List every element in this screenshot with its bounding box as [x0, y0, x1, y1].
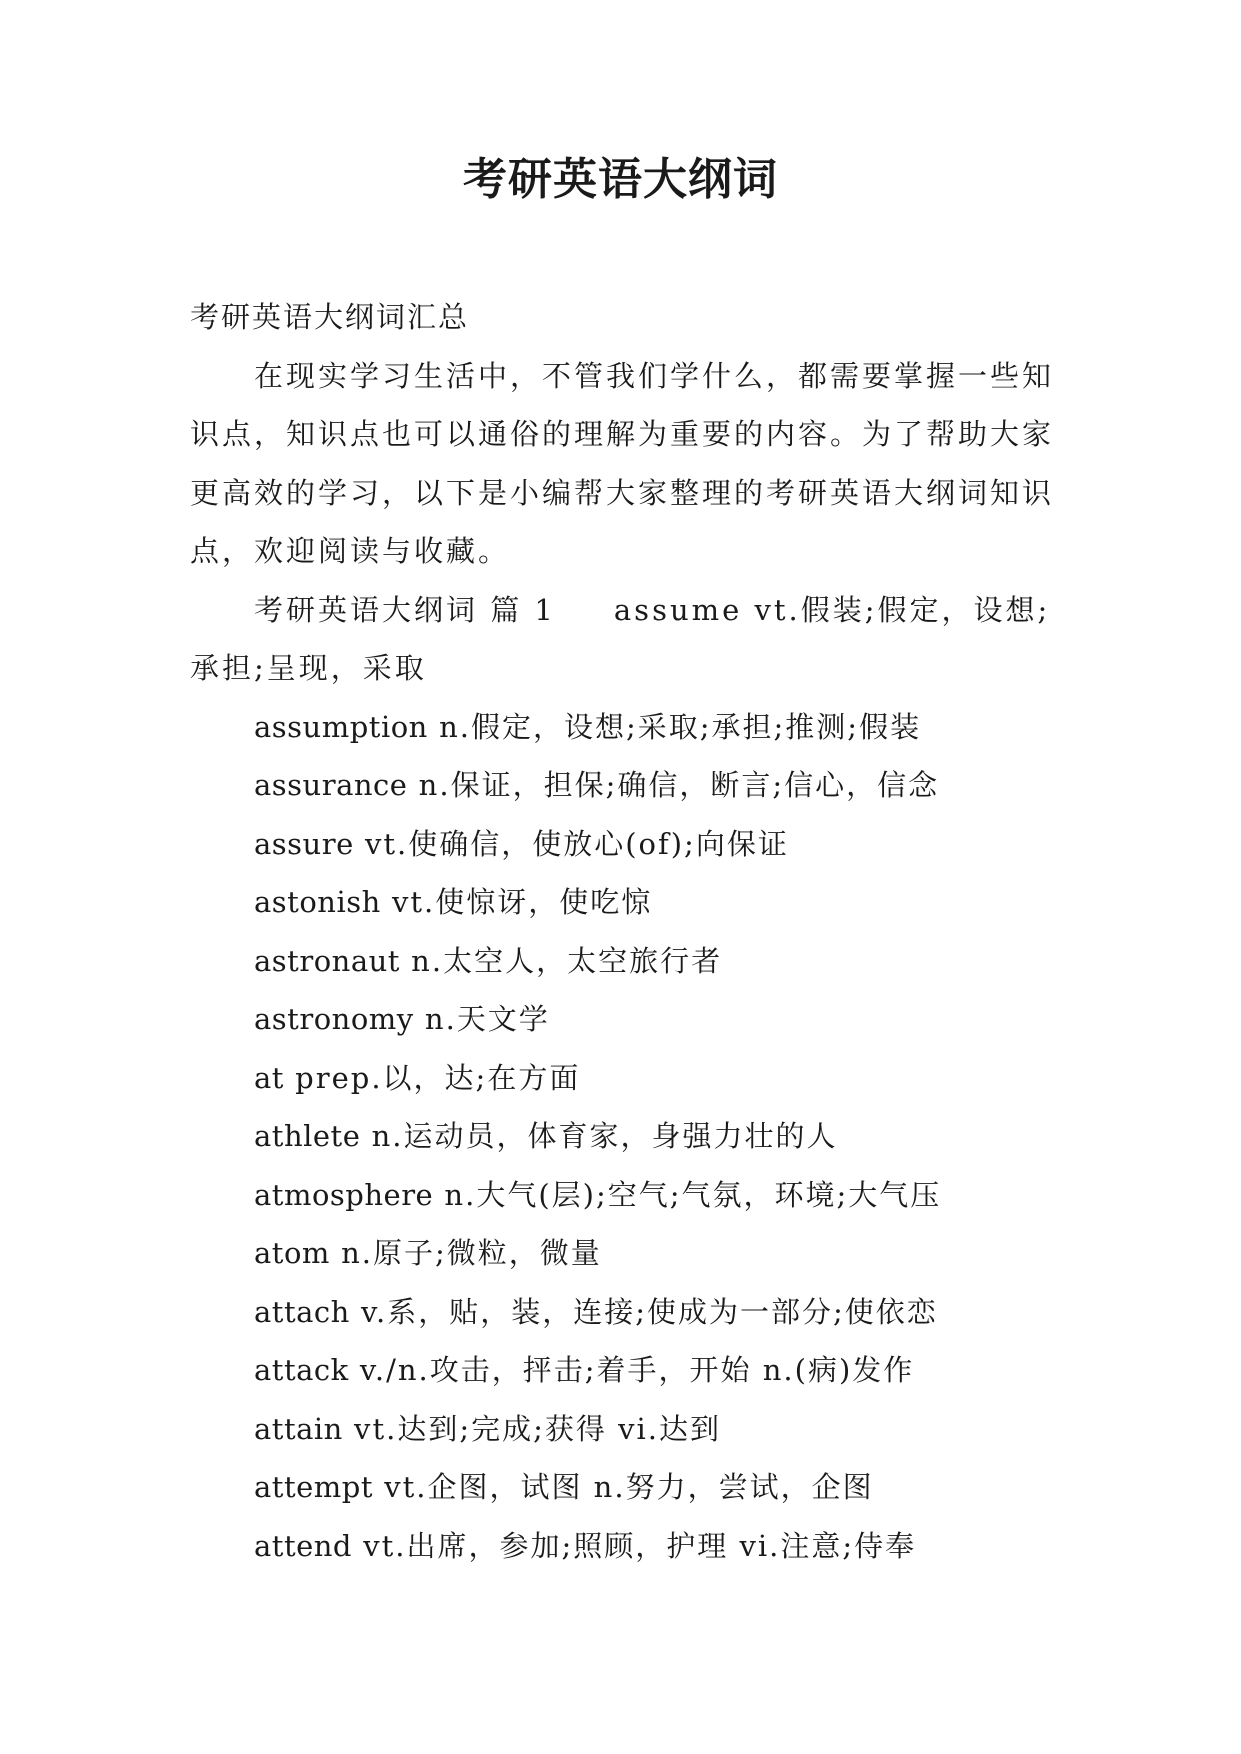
vocab-word: assumption	[254, 709, 428, 744]
vocab-entry	[190, 756, 1070, 815]
vocab-definition: n.原子;微粒，微量	[329, 1236, 602, 1270]
vocab-entry	[190, 815, 1070, 874]
vocab-entry	[190, 932, 1070, 991]
document-body	[190, 288, 1070, 1575]
section-heading-paragraph	[190, 581, 1070, 698]
vocab-entry	[190, 1166, 1070, 1225]
vocab-definition: v./n.攻击，抨击;着手，开始 n.(病)发作	[348, 1353, 915, 1387]
vocab-word: astronomy	[254, 1002, 414, 1036]
vocab-entry	[190, 1458, 1070, 1517]
vocab-entry	[190, 1283, 1070, 1342]
vocab-definition: n.保证，担保;确信，断言;信心，信念	[407, 768, 940, 802]
vocab-word: assure	[254, 826, 354, 861]
vocab-word: astronaut	[254, 943, 400, 978]
vocab-entry	[190, 1517, 1070, 1576]
vocabulary-list	[190, 698, 1070, 1576]
vocab-word: athlete	[254, 1119, 361, 1153]
vocab-definition: n.假定，设想;采取;承担;推测;假装	[427, 709, 922, 744]
vocab-definition: vt.使确信，使放心(of);向保证	[353, 826, 789, 861]
vocab-word: attend	[254, 1528, 353, 1563]
vocab-entry	[190, 698, 1070, 757]
vocab-entry	[190, 1224, 1070, 1283]
vocab-word: atmosphere	[254, 1177, 434, 1212]
vocab-word: attain	[254, 1411, 343, 1446]
vocab-entry	[190, 990, 1070, 1049]
vocab-word: at	[254, 1060, 284, 1095]
vocab-entry	[190, 873, 1070, 932]
vocab-definition: n.天文学	[413, 1002, 550, 1036]
vocab-word: attempt	[254, 1470, 373, 1504]
vocab-entry	[190, 1107, 1070, 1166]
vocab-word: astonish	[254, 885, 381, 919]
first-entry: assume vt.假装;假定，设想;承担;呈现，采取	[190, 592, 1051, 685]
vocab-entry	[190, 1049, 1070, 1108]
vocab-word: atom	[254, 1236, 330, 1270]
vocab-entry	[190, 1341, 1070, 1400]
vocab-definition: n.大气(层);空气;气氛，环境;大气压	[433, 1177, 942, 1212]
section-heading: 考研英语大纲词 篇 1	[254, 592, 556, 627]
vocab-word: attack	[254, 1353, 349, 1387]
vocab-entry	[190, 1400, 1070, 1459]
document-title: 考研英语大纲词	[463, 154, 778, 205]
vocab-definition: vt.出席，参加;照顾，护理 vi.注意;侍奉	[352, 1528, 917, 1563]
vocab-word: assurance	[254, 768, 408, 802]
vocab-definition: n.运动员，体育家，身强力壮的人	[360, 1119, 838, 1153]
vocab-definition: v.系，贴，装，连接;使成为一部分;使依恋	[349, 1294, 938, 1329]
intro-paragraph: 在现实学习生活中，不管我们学什么，都需要掌握一些知识点，知识点也可以通俗的理解为重要的内容。为了帮助大家更高效的学习，以下是小编帮大家整理的考研英语大纲词知识点，欢迎阅读与收藏。	[190, 358, 1055, 568]
vocab-definition: n.太空人，太空旅行者	[399, 943, 723, 978]
vocab-definition: vt.使惊讶，使吃惊	[380, 885, 653, 919]
vocab-word: attach	[254, 1294, 350, 1329]
document-subtitle: 考研英语大纲词汇总	[190, 300, 470, 334]
vocab-definition: prep.以，达;在方面	[283, 1060, 581, 1095]
vocab-definition: vt.达到;完成;获得 vi.达到	[342, 1411, 721, 1446]
vocab-definition: vt.企图，试图 n.努力，尝试，企图	[372, 1470, 874, 1504]
